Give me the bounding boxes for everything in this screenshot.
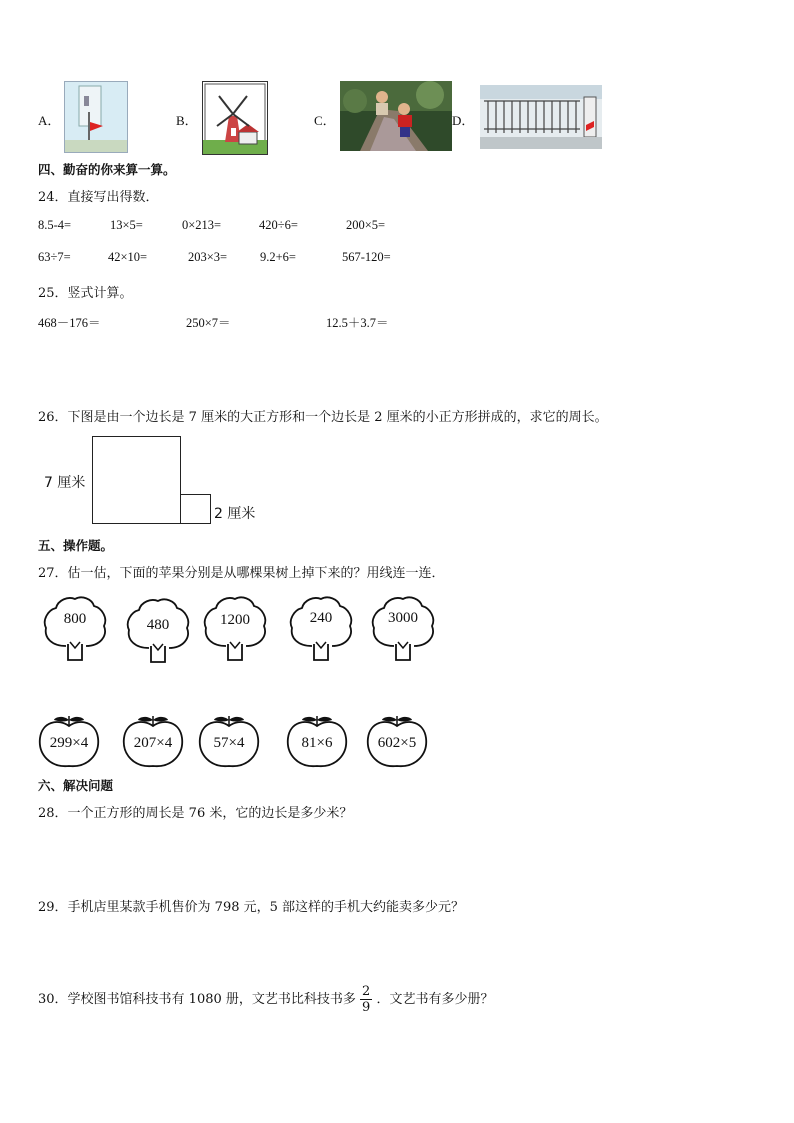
calc-24-1: 8.5-4= [38,218,72,232]
tree-icon [370,594,436,662]
question-24: 24．直接写出得数． [38,190,159,205]
tree-3 [202,594,268,662]
tree-value: 3000 [388,610,418,626]
apple-expression: 602×5 [377,735,417,751]
tree-icon [42,594,108,662]
gate-icon [480,85,602,149]
big-square-label: 7 厘米 [44,475,86,491]
section-4-heading: 四、勤奋的你来算一算。 [38,162,176,177]
fraction [360,984,372,1015]
option-a-letter: A． [38,113,61,128]
calc-24-4: 420÷6= [259,218,298,232]
question-25: 25．竖式计算。 [38,286,133,301]
calc-24-8: 203×3= [188,250,228,264]
question-30-text: 30．学校图书馆科技书有 1080 册，文艺书比科技书多 [38,992,356,1007]
tree-value: 480 [146,617,170,633]
question-30 [38,984,493,1015]
question-29: 29．手机店里某款手机售价为 798 元，5 部这样的手机大约能卖多少元？ [38,900,465,915]
question-27: 27．估一估，下面的苹果分别是从哪棵果树上掉下来的？用线连一连． [38,566,445,581]
tree-5 [370,594,436,662]
apple-expression: 81×6 [301,735,333,751]
question-28: 28．一个正方形的周长是 76 米，它的边长是多少米？ [38,806,353,821]
option-c-letter: C． [314,113,336,128]
option-b-letter: B． [176,113,198,128]
apple-5 [364,714,430,770]
apple-expression: 299×4 [49,735,89,751]
apple-2 [120,714,186,770]
section-6-heading: 六、解决问题 [38,778,114,793]
calc-24-10: 567-120= [342,250,391,264]
tree-value: 800 [63,611,87,627]
calc-24-3: 0×213= [182,218,222,232]
calc-24-9: 9.2+6= [260,250,296,264]
vertical-calc-2: 250×7＝ [186,316,231,330]
flag-pole-icon [65,82,127,152]
vertical-calc-3: 12.5＋3.7＝ [326,316,389,330]
small-square [180,494,211,524]
tree-2 [125,596,191,664]
slide-icon [340,81,452,151]
flag-pole-photo [64,81,128,153]
question-26: 26．下图是由一个边长是 7 厘米的大正方形和一个边长是 2 厘米的小正方形拼成的，求它的周长。 [38,410,608,425]
windmill-drawing [202,81,268,155]
vertical-calc-1: 468－176＝ [38,316,101,330]
tree-value: 1200 [220,612,250,628]
small-square-label: 2 厘米 [214,506,256,522]
apple-3 [196,714,262,770]
apple-expression: 57×4 [213,735,245,751]
calc-24-7: 42×10= [108,250,148,264]
apple-expression: 207×4 [133,735,173,751]
tree-4 [288,594,354,662]
tree-1 [42,594,108,662]
windmill-icon [203,82,267,154]
section-5-heading: 五、操作题。 [38,538,114,553]
big-square [92,436,181,524]
option-d-letter: D． [452,113,475,128]
retractable-gate-photo [480,85,602,149]
children-slide-photo [340,81,452,151]
tree-value: 240 [309,610,333,626]
apple-4 [284,714,350,770]
tree-icon [288,594,354,662]
question-30-tail: ．文艺书有多少册？ [376,992,494,1007]
calc-24-5: 200×5= [346,218,386,232]
apple-1 [36,714,102,770]
fraction-denominator: 9 [362,1000,371,1015]
calc-24-2: 13×5= [110,218,143,232]
fraction-numerator: 2 [362,984,371,999]
calc-24-6: 63÷7= [38,250,71,264]
